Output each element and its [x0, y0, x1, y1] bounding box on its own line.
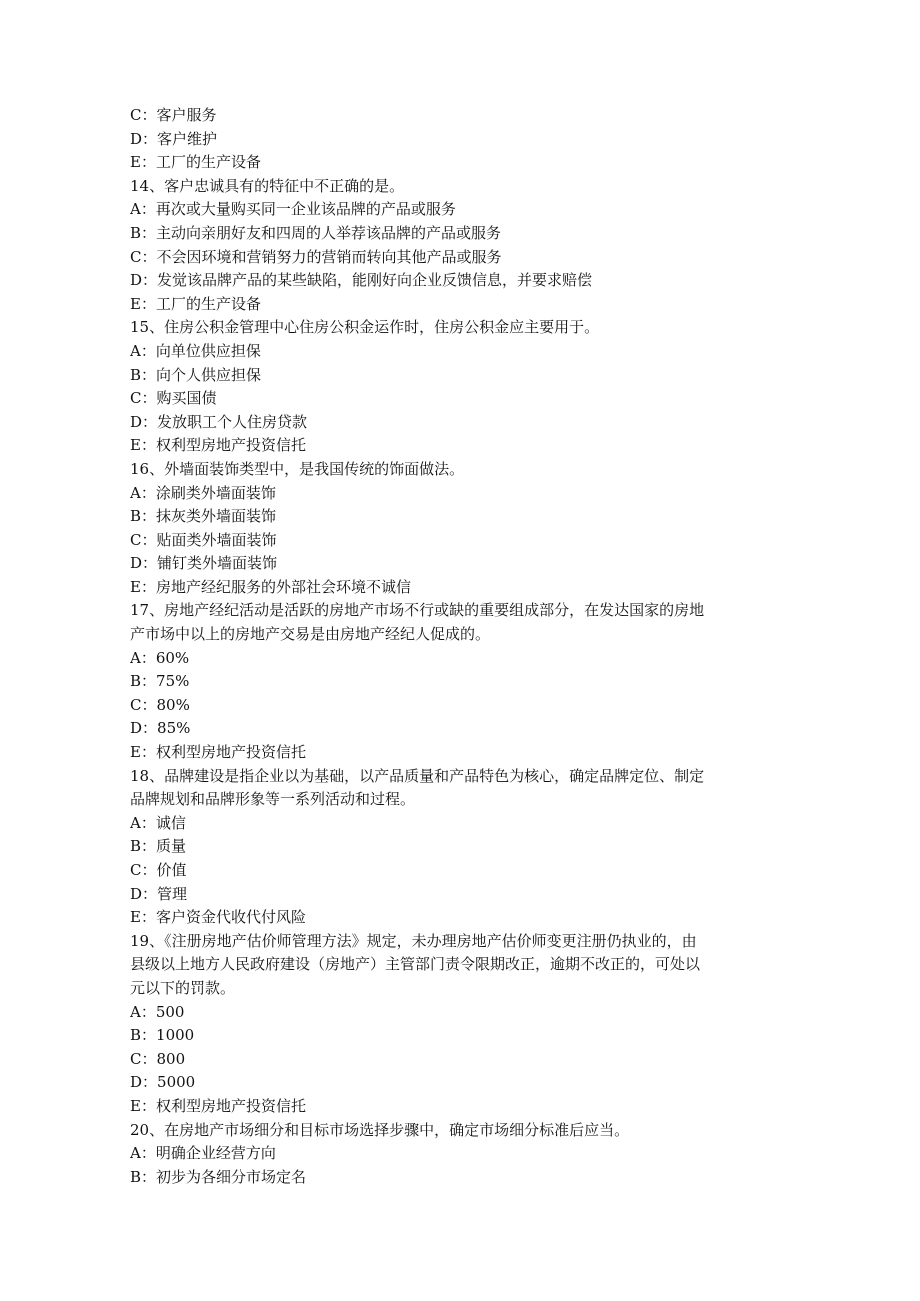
question-stem: 14、客户忠诚具有的特征中不正确的是。 [130, 176, 405, 195]
answer-option: C：客户服务 [130, 106, 217, 124]
question-stem: 18、品牌建设是指企业以为基础，以产品质量和产品特色为核心，确定品牌定位、制定 [130, 766, 705, 785]
answer-option: E：权利型房地产投资信托 [130, 1096, 306, 1115]
answer-option: B：抹灰类外墙面装饰 [130, 507, 277, 526]
answer-option: A：再次或大量购买同一企业该品牌的产品或服务 [130, 200, 456, 219]
answer-option: D：管理 [130, 884, 188, 903]
answer-option: A：向单位供应担保 [130, 341, 261, 360]
answer-option: E：客户资金代收代付风险 [130, 908, 306, 927]
answer-option: C：不会因环境和营销努力的营销而转向其他产品或服务 [130, 247, 502, 266]
answer-option: A：60% [130, 648, 190, 667]
answer-option: E：工厂的生产设备 [130, 153, 261, 172]
answer-option: C：价值 [130, 861, 187, 879]
question-stem: 15、住房公积金管理中心住房公积金运作时，住房公积金应主要用于。 [130, 318, 600, 337]
question-stem: 16、外墙面装饰类型中，是我国传统的饰面做法。 [130, 459, 465, 478]
answer-option: C：购买国债 [130, 389, 217, 408]
answer-option: D：铺钉类外墙面装饰 [130, 554, 278, 573]
document-page [130, 104, 790, 1189]
answer-option: B：主动向亲朋好友和四周的人举荐该品牌的产品或服务 [130, 223, 502, 242]
answer-option: B：初步为各细分市场定名 [130, 1167, 307, 1186]
answer-option: A：涂刷类外墙面装饰 [130, 483, 276, 502]
answer-option: E：房地产经纪服务的外部社会环境不诚信 [130, 577, 411, 596]
text-line: 县级以上地方人民政府建设（房地产）主管部门责令限期改正，逾期不改正的，可处以 [130, 955, 701, 974]
answer-option: A：明确企业经营方向 [130, 1144, 276, 1163]
answer-option: D：85% [130, 719, 191, 738]
answer-option: B：1000 [130, 1026, 195, 1045]
answer-option: E：权利型房地产投资信托 [130, 436, 306, 455]
answer-option: D：发放职工个人住房贷款 [130, 412, 308, 431]
answer-option: B：75% [130, 672, 190, 691]
answer-option: C：800 [130, 1049, 186, 1068]
text-line: 元以下的罚款。 [130, 978, 236, 997]
answer-option: C：80% [130, 695, 190, 714]
answer-option: A：500 [130, 1002, 185, 1021]
text-line: 品牌规划和品牌形象等一系列活动和过程。 [130, 790, 416, 809]
answer-option: A：诚信 [130, 813, 186, 832]
question-stem: 17、房地产经纪活动是活跃的房地产市场不行或缺的重要组成部分，在发达国家的房地 [130, 601, 705, 620]
answer-option: E：工厂的生产设备 [130, 294, 261, 313]
answer-option: D：客户维护 [130, 129, 218, 148]
answer-option: E：权利型房地产投资信托 [130, 743, 306, 762]
answer-option: D：5000 [130, 1073, 196, 1092]
answer-option: C：贴面类外墙面装饰 [130, 530, 277, 549]
answer-option: B：质量 [130, 837, 187, 856]
answer-option: B：向个人供应担保 [130, 365, 262, 384]
question-stem: 20、在房地产市场细分和目标市场选择步骤中，确定市场细分标准后应当。 [130, 1120, 630, 1139]
answer-option: D：发觉该品牌产品的某些缺陷，能刚好向企业反馈信息，并要求赔偿 [130, 271, 593, 290]
question-stem: 19、《注册房地产估价师管理方法》规定，未办理房地产估价师变更注册仍执业的，由 [130, 931, 697, 950]
text-line: 产市场中以上的房地产交易是由房地产经纪人促成的。 [130, 625, 491, 644]
